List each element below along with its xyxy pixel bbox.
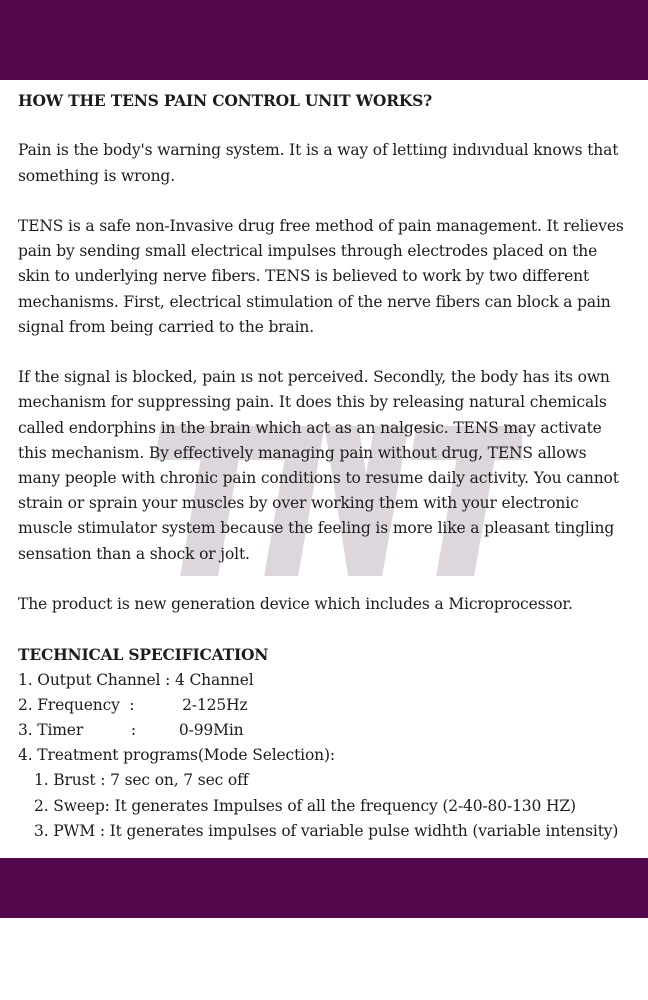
- program-sweep: 2. Sweep: It generates Impulses of all the frequency (2-40-80-130 HZ): [34, 796, 576, 815]
- paragraph-microprocessor: The product is new generation device which includes a Microprocessor.: [18, 595, 573, 613]
- paragraph-mechanism: If the signal is blocked, pain ıs not perceived. Secondly, the body has its own mechanism for suppressing pain. It does this by releasing natural chemicals called endorphins in the brain which act as an nalgesic. TENS may activate this mechanism. By effectively managing pain without drug, TENS allows many people with chronic pain conditions to resume daily activity. You cannot strain or sprain your muscles by over working them with your electronic muscle stimulator system because the feeling is more like a pleasant tingling sensation than a shock or jolt.: [18, 368, 619, 563]
- technical-specification-heading: TECHNICAL SPECIFICATION: [18, 645, 269, 665]
- paragraph-tens-overview: TENS is a safe non-Invasive drug free method of pain management. It relieves pain by sending small electrical impulses through electrodes placed on the skin to underlying nerve fibers. TENS is believed to work by two different mechanisms. First, electrical stimulation of the nerve fibers can block a pain signal from being carried to the brain.: [18, 216, 624, 336]
- top-banner: [0, 0, 648, 80]
- spec-list: [18, 668, 630, 844]
- program-pwm: 3. PWM : It generates impulses of variable pulse widhth (variable intensity): [34, 821, 619, 840]
- bottom-banner: [0, 858, 648, 918]
- document-body: [18, 88, 630, 844]
- spec-frequency: 2. Frequency : 2-125Hz: [18, 695, 248, 714]
- spec-timer: 3. Timer : 0-99Min: [18, 721, 244, 739]
- paragraph-warning-system: Pain is the body's warning system. It is a way of lettiıng indıvıdual knows that something is wrong.: [18, 141, 619, 185]
- program-brust: 1. Brust : 7 sec on, 7 sec off: [34, 771, 249, 790]
- spec-treatment-programs: 4. Treatment programs(Mode Selection):: [18, 746, 335, 765]
- how-it-works-heading: HOW THE TENS PAIN CONTROL UNIT WORKS?: [18, 91, 433, 110]
- spec-output-channel: 1. Output Channel : 4 Channel: [18, 670, 254, 689]
